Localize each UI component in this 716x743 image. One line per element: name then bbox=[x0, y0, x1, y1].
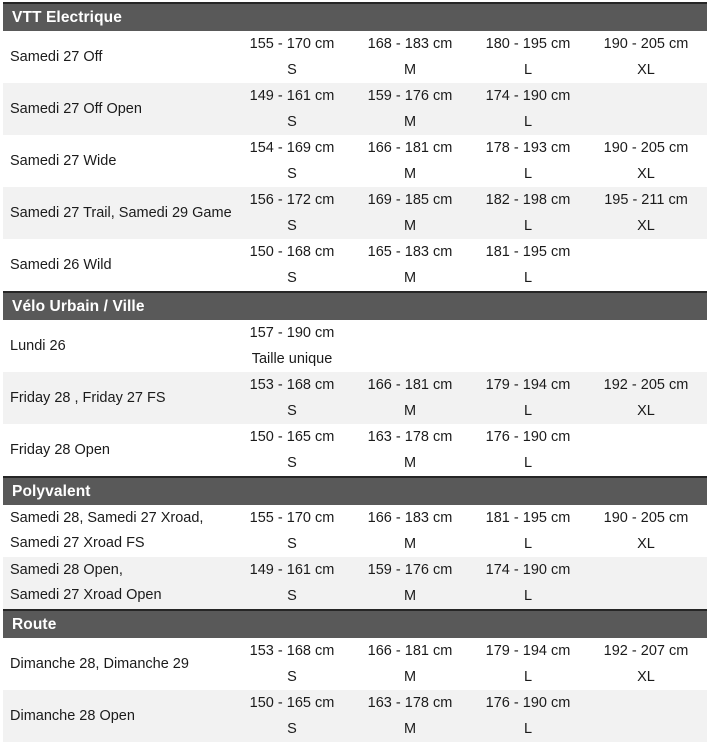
model-name: Samedi 27 Off bbox=[10, 48, 103, 65]
size-cell bbox=[587, 638, 705, 690]
size-label: M bbox=[403, 218, 417, 234]
size-range: 176 - 190 cm bbox=[485, 695, 571, 711]
size-label: M bbox=[403, 669, 417, 685]
size-label: XL bbox=[637, 62, 655, 78]
section-header bbox=[3, 609, 707, 638]
size-cell bbox=[469, 31, 587, 83]
size-range: 156 - 172 cm bbox=[249, 192, 335, 208]
model-name: Friday 28 Open bbox=[10, 441, 110, 458]
size-label: XL bbox=[637, 536, 655, 552]
size-cell bbox=[587, 135, 705, 187]
size-label: M bbox=[403, 270, 417, 286]
table-row bbox=[3, 638, 707, 690]
size-range: 157 - 190 cm bbox=[249, 325, 335, 341]
model-cell bbox=[3, 135, 233, 187]
size-cell bbox=[469, 83, 587, 135]
size-cell bbox=[233, 424, 351, 476]
size-cell bbox=[351, 372, 469, 424]
size-cell bbox=[351, 638, 469, 690]
size-cell bbox=[351, 83, 469, 135]
size-cell bbox=[351, 557, 469, 609]
size-cell bbox=[351, 505, 469, 557]
size-range: 174 - 190 cm bbox=[485, 88, 571, 104]
size-label: M bbox=[403, 403, 417, 419]
size-cell bbox=[587, 505, 705, 557]
section-title: Route bbox=[12, 615, 57, 633]
model-cell bbox=[3, 505, 233, 557]
section-header bbox=[3, 291, 707, 320]
size-cell bbox=[233, 83, 351, 135]
model-cell bbox=[3, 83, 233, 135]
size-cell bbox=[469, 690, 587, 742]
section-title: VTT Electrique bbox=[12, 8, 122, 26]
size-range: 159 - 176 cm bbox=[367, 88, 453, 104]
size-range: 150 - 168 cm bbox=[249, 244, 335, 260]
size-cell bbox=[233, 239, 351, 291]
size-label: L bbox=[523, 166, 533, 182]
size-range: 176 - 190 cm bbox=[485, 429, 571, 445]
model-name: Friday 28 , Friday 27 FS bbox=[10, 389, 166, 406]
size-label: L bbox=[523, 218, 533, 234]
size-cell bbox=[233, 638, 351, 690]
size-label: M bbox=[403, 455, 417, 471]
size-label: S bbox=[287, 588, 297, 604]
size-range: 168 - 183 cm bbox=[367, 36, 453, 52]
size-label: L bbox=[523, 455, 533, 471]
model-name: Samedi 27 Xroad FS bbox=[10, 535, 145, 551]
size-label: M bbox=[403, 536, 417, 552]
size-cell bbox=[351, 690, 469, 742]
model-cell bbox=[3, 31, 233, 83]
size-range: 149 - 161 cm bbox=[249, 88, 335, 104]
size-cell bbox=[469, 424, 587, 476]
size-label: XL bbox=[637, 403, 655, 419]
section-title: Polyvalent bbox=[12, 482, 91, 500]
size-cell bbox=[469, 135, 587, 187]
size-cell bbox=[233, 187, 351, 239]
size-label: S bbox=[287, 218, 297, 234]
size-label: XL bbox=[637, 166, 655, 182]
size-label: L bbox=[523, 588, 533, 604]
size-range: 150 - 165 cm bbox=[249, 429, 335, 445]
size-range: 182 - 198 cm bbox=[485, 192, 571, 208]
table-row bbox=[3, 690, 707, 742]
size-range: 166 - 181 cm bbox=[367, 140, 453, 156]
model-name: Dimanche 28, Dimanche 29 bbox=[10, 655, 189, 672]
model-cell bbox=[3, 239, 233, 291]
model-name: Samedi 28, Samedi 27 Xroad, bbox=[10, 510, 204, 526]
size-cell bbox=[233, 320, 351, 372]
size-label: M bbox=[403, 721, 417, 737]
size-range: 150 - 165 cm bbox=[249, 695, 335, 711]
size-label: L bbox=[523, 721, 533, 737]
size-cell bbox=[469, 187, 587, 239]
size-range: 166 - 181 cm bbox=[367, 643, 453, 659]
size-label: XL bbox=[637, 669, 655, 685]
size-cell bbox=[233, 505, 351, 557]
model-name: Samedi 27 Wide bbox=[10, 152, 117, 169]
model-cell bbox=[3, 372, 233, 424]
model-name: Samedi 27 Trail, Samedi 29 Game bbox=[10, 204, 232, 221]
model-cell bbox=[3, 187, 233, 239]
size-cell bbox=[351, 424, 469, 476]
size-range: 149 - 161 cm bbox=[249, 562, 335, 578]
size-range: 180 - 195 cm bbox=[485, 36, 571, 52]
table-row bbox=[3, 83, 707, 135]
size-label: S bbox=[287, 455, 297, 471]
size-range: 153 - 168 cm bbox=[249, 377, 335, 393]
size-range: 179 - 194 cm bbox=[485, 643, 571, 659]
size-cell bbox=[469, 557, 587, 609]
size-label: L bbox=[523, 536, 533, 552]
table-row bbox=[3, 135, 707, 187]
size-label: Taille unique bbox=[251, 351, 333, 367]
size-range: 163 - 178 cm bbox=[367, 429, 453, 445]
size-cell bbox=[233, 135, 351, 187]
table-row bbox=[3, 505, 707, 557]
size-range: 155 - 170 cm bbox=[249, 510, 335, 526]
table-row bbox=[3, 31, 707, 83]
size-label: L bbox=[523, 114, 533, 130]
size-label: S bbox=[287, 669, 297, 685]
section-header bbox=[3, 2, 707, 31]
size-label: L bbox=[523, 62, 533, 78]
size-label: S bbox=[287, 166, 297, 182]
size-cell bbox=[469, 505, 587, 557]
size-table bbox=[3, 2, 707, 742]
size-label: M bbox=[403, 166, 417, 182]
size-cell bbox=[587, 187, 705, 239]
size-cell bbox=[587, 31, 705, 83]
size-cell bbox=[233, 372, 351, 424]
size-cell bbox=[233, 690, 351, 742]
size-cell bbox=[233, 557, 351, 609]
size-label: S bbox=[287, 536, 297, 552]
size-range: 181 - 195 cm bbox=[485, 510, 571, 526]
size-range: 163 - 178 cm bbox=[367, 695, 453, 711]
size-label: M bbox=[403, 114, 417, 130]
model-cell bbox=[3, 320, 233, 372]
section-title: Vélo Urbain / Ville bbox=[12, 297, 145, 315]
model-name: Samedi 28 Open, bbox=[10, 562, 123, 578]
size-label: XL bbox=[637, 218, 655, 234]
model-name: Lundi 26 bbox=[10, 337, 66, 354]
size-range: 190 - 205 cm bbox=[603, 510, 689, 526]
size-range: 169 - 185 cm bbox=[367, 192, 453, 208]
size-range: 154 - 169 cm bbox=[249, 140, 335, 156]
size-label: S bbox=[287, 403, 297, 419]
model-cell bbox=[3, 424, 233, 476]
size-cell bbox=[469, 239, 587, 291]
size-range: 174 - 190 cm bbox=[485, 562, 571, 578]
size-range: 195 - 211 cm bbox=[604, 192, 688, 208]
size-range: 153 - 168 cm bbox=[249, 643, 335, 659]
size-cell bbox=[469, 372, 587, 424]
size-range: 166 - 183 cm bbox=[367, 510, 453, 526]
size-cell bbox=[233, 31, 351, 83]
table-row bbox=[3, 372, 707, 424]
size-label: L bbox=[523, 403, 533, 419]
table-row bbox=[3, 557, 707, 609]
size-label: S bbox=[287, 114, 297, 130]
size-cell bbox=[587, 372, 705, 424]
size-range: 159 - 176 cm bbox=[367, 562, 453, 578]
size-range: 178 - 193 cm bbox=[485, 140, 571, 156]
model-name: Samedi 27 Off Open bbox=[10, 100, 142, 117]
table-row bbox=[3, 320, 707, 372]
model-cell bbox=[3, 690, 233, 742]
size-range: 181 - 195 cm bbox=[485, 244, 571, 260]
size-label: M bbox=[403, 62, 417, 78]
size-label: L bbox=[523, 669, 533, 685]
size-range: 190 - 205 cm bbox=[603, 140, 689, 156]
size-label: L bbox=[523, 270, 533, 286]
size-cell bbox=[351, 135, 469, 187]
table-row bbox=[3, 424, 707, 476]
size-label: M bbox=[403, 588, 417, 604]
size-cell bbox=[469, 638, 587, 690]
model-name: Samedi 27 Xroad Open bbox=[10, 587, 162, 603]
size-range: 192 - 205 cm bbox=[603, 377, 689, 393]
model-cell bbox=[3, 638, 233, 690]
table-row bbox=[3, 187, 707, 239]
section-header bbox=[3, 476, 707, 505]
size-range: 166 - 181 cm bbox=[367, 377, 453, 393]
size-range: 179 - 194 cm bbox=[485, 377, 571, 393]
model-name: Dimanche 28 Open bbox=[10, 707, 135, 724]
size-label: S bbox=[287, 270, 297, 286]
size-cell bbox=[351, 31, 469, 83]
size-range: 155 - 170 cm bbox=[249, 36, 335, 52]
table-row bbox=[3, 239, 707, 291]
size-cell bbox=[351, 239, 469, 291]
size-label: S bbox=[287, 721, 297, 737]
size-range: 190 - 205 cm bbox=[603, 36, 689, 52]
model-cell bbox=[3, 557, 233, 609]
size-cell bbox=[351, 187, 469, 239]
size-label: S bbox=[287, 62, 297, 78]
size-range: 165 - 183 cm bbox=[367, 244, 453, 260]
model-name: Samedi 26 Wild bbox=[10, 256, 112, 273]
size-range: 192 - 207 cm bbox=[603, 643, 689, 659]
